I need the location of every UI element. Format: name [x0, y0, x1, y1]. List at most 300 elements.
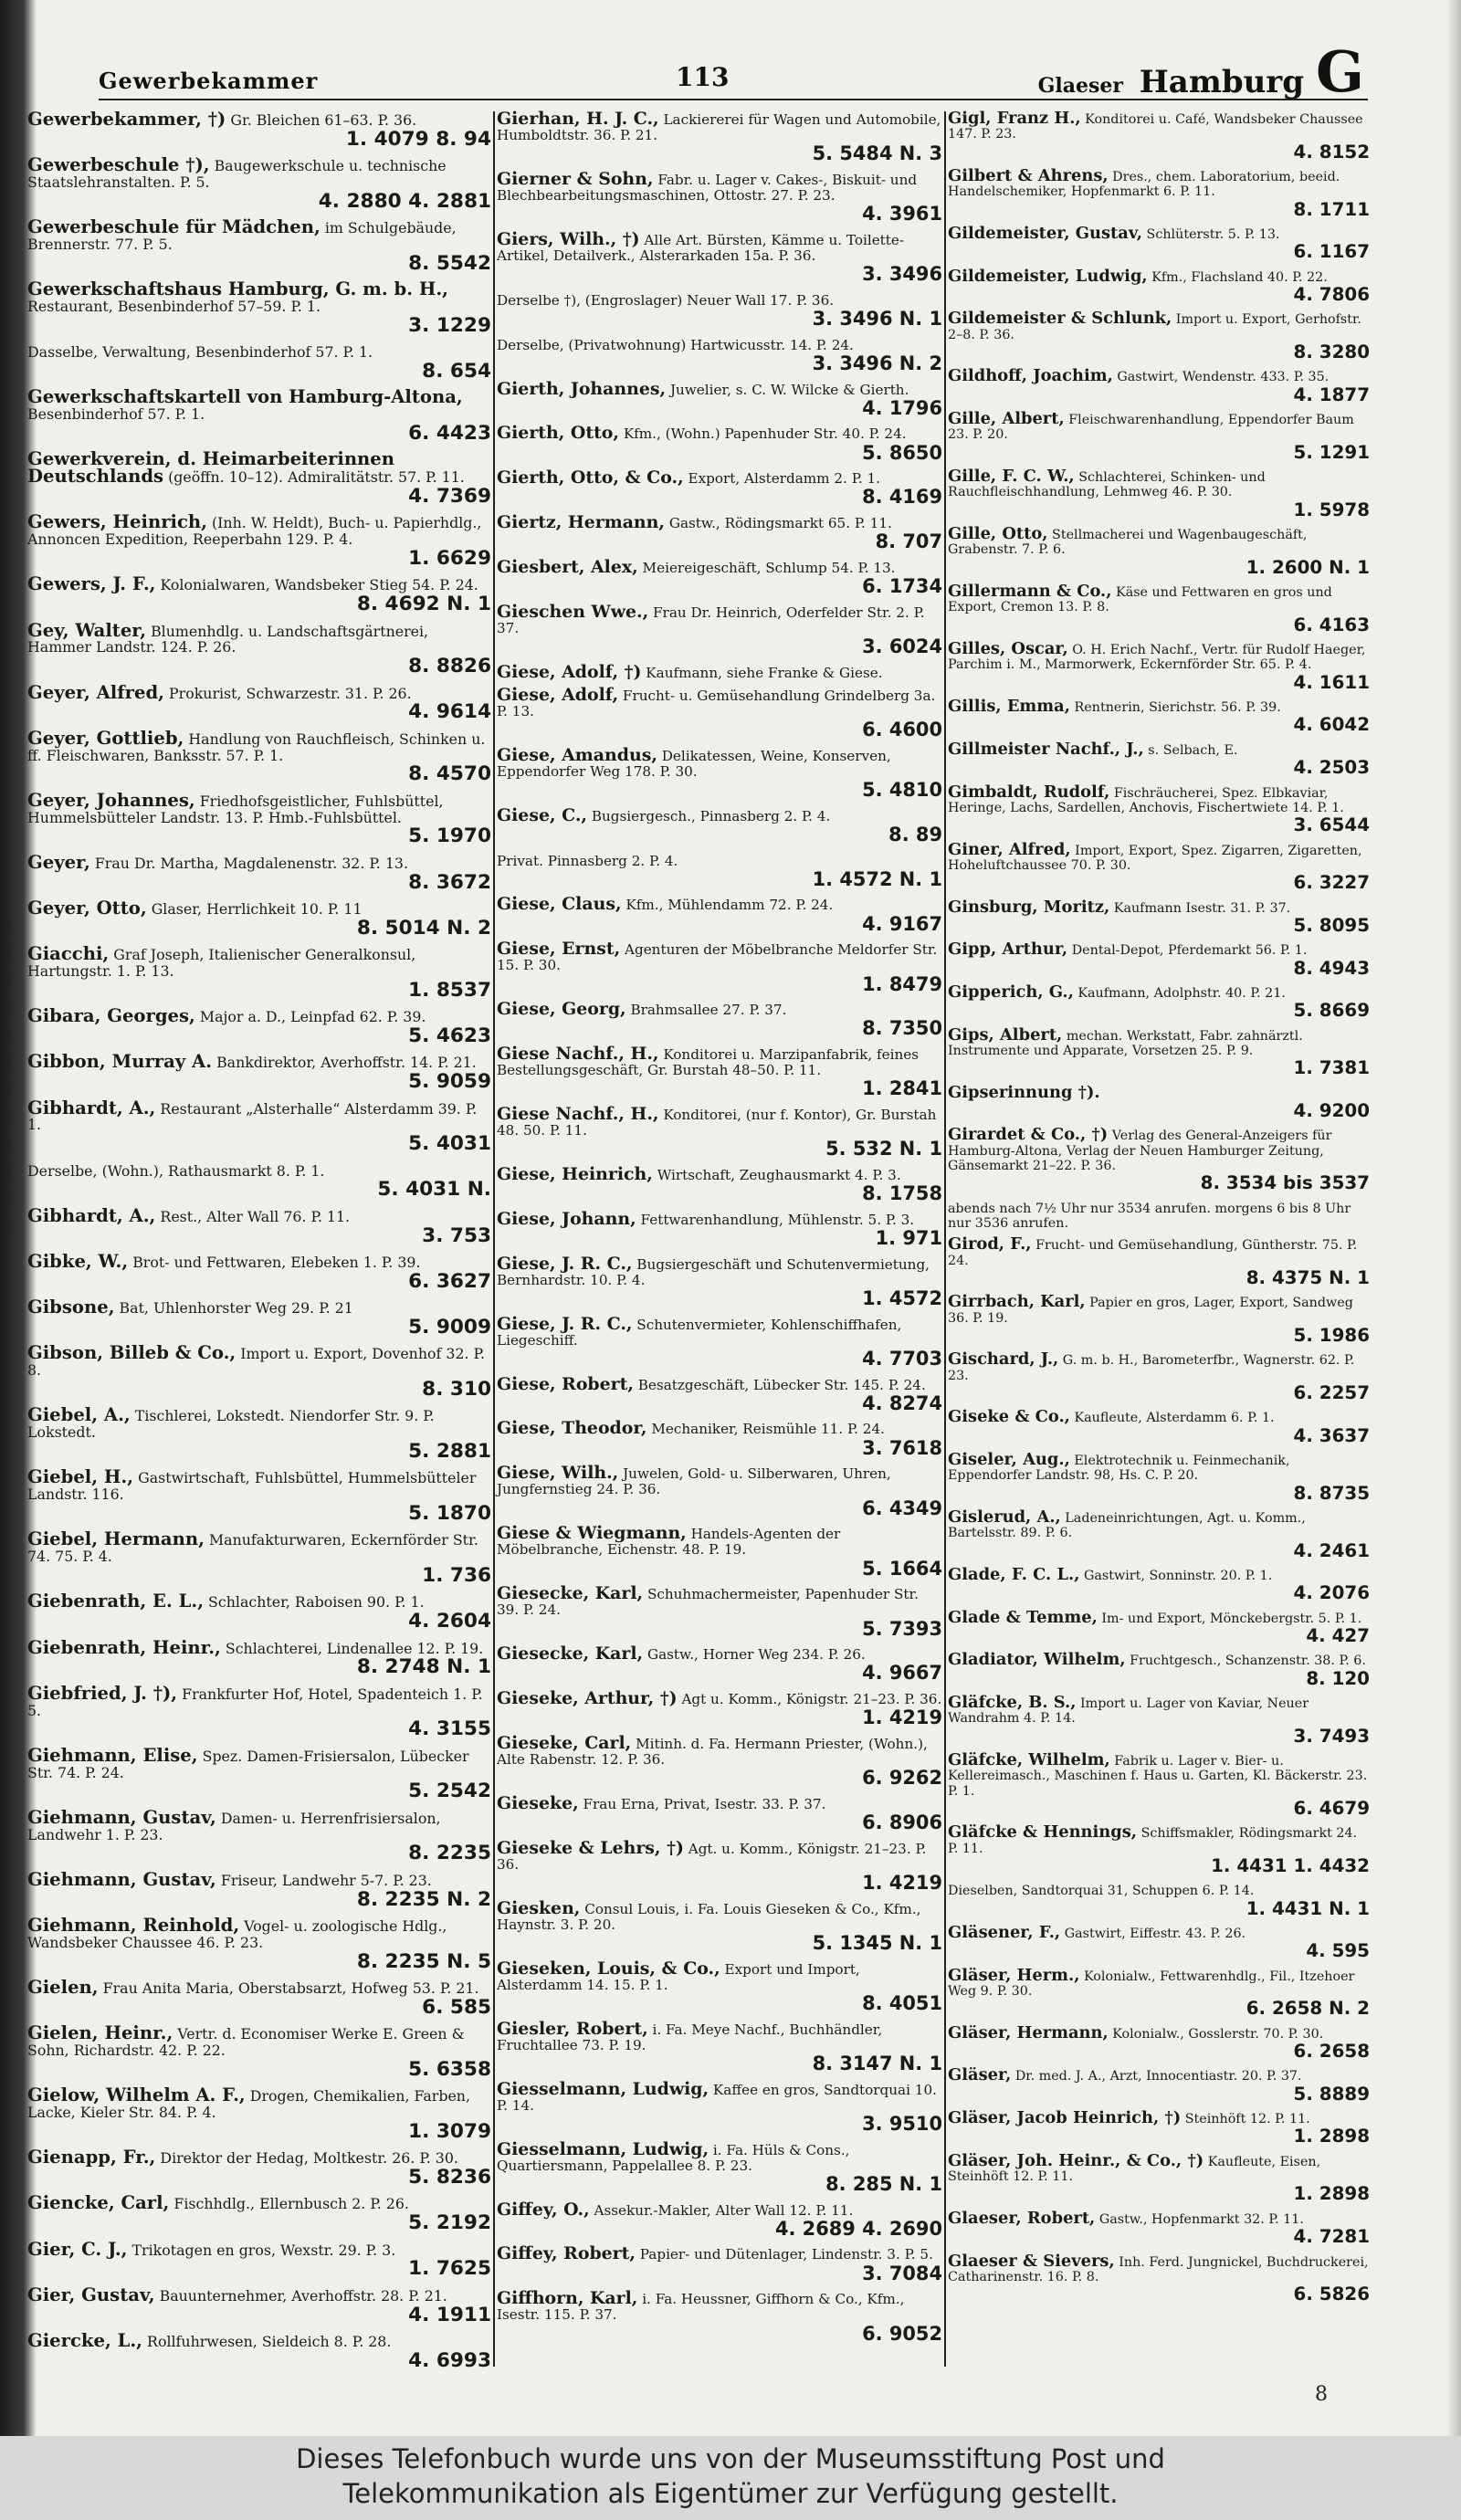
entry-text [497, 1208, 942, 1229]
entry-name: Gieseke, Carl, [497, 1732, 632, 1753]
entry-description: Kfm., Flachsland 40. P. 22. [1151, 269, 1328, 285]
entry-name: Gladiator, Wilhelm, [948, 1650, 1126, 1670]
entry-description: Agenturen der Möbelbranche Meldorfer Str. 15. P. 30. [497, 941, 938, 974]
entry-name: Giese, Robert, [497, 1373, 634, 1394]
entry-phone: 4. 2461 [1293, 1539, 1370, 1561]
entry-name: Girardet & Co., †) [948, 1125, 1109, 1145]
entry-text [497, 229, 942, 265]
directory-entry [27, 1404, 491, 1464]
directory-entry [27, 1097, 491, 1156]
entry-phone: 8. 3147 N. 1 [812, 2052, 942, 2074]
entry-text [497, 1583, 942, 1619]
entry-text [27, 448, 491, 488]
entry-phone: 8. 1711 [1293, 198, 1370, 220]
directory-entry [27, 1204, 491, 1247]
directory-entry [948, 639, 1370, 693]
entry-text [948, 2208, 1370, 2228]
directory-entry [948, 1693, 1370, 1747]
entry-phone: 8. 4943 [1293, 957, 1370, 979]
entry-name: Gewerbekammer, †) [27, 109, 226, 130]
entry-phone: 5. 532 N. 1 [825, 1138, 942, 1160]
entry-description: Rest., Alter Wall 76. P. 11. [160, 1207, 351, 1225]
entry-name: Gillmeister Nachf., J., [948, 739, 1144, 759]
entry-description: Kfm., (Wohn.) Papenhuder Str. 40. P. 24. [623, 425, 907, 443]
entry-text [27, 1466, 491, 1504]
header-left-keyword: Gewerbekammer [99, 68, 319, 94]
entry-name: Giese, Heinrich, [497, 1163, 653, 1184]
entry-name: Gildhoff, Joachim, [948, 366, 1113, 386]
entry-phone: 4. 3155 [408, 1717, 491, 1741]
entry-phone: 5. 1986 [1293, 1324, 1370, 1346]
entry-description: s. Selbach, E. [1148, 742, 1238, 758]
entry-description: Frau Dr. Heinrich, Oderfelder Str. 2. P. 37. [497, 604, 925, 636]
entry-phone: 6. 1167 [1293, 241, 1370, 263]
entry-text [27, 1593, 491, 1611]
directory-entry [497, 2018, 942, 2075]
entry-phone: 4. 6993 [408, 2348, 491, 2372]
directory-entry [948, 1750, 1370, 1819]
entry-description: im Schulgebäude, Brennerstr. 77. P. 5. [27, 219, 457, 253]
entry-phone: 1. 4431 N. 1 [1246, 1897, 1370, 1919]
directory-entry [948, 1292, 1370, 1346]
entry-phone: 3. 7618 [862, 1436, 942, 1459]
entry-description: Frau Erna, Privat, Isestr. 33. P. 37. [583, 1795, 826, 1812]
directory-entry [948, 782, 1370, 836]
entry-name: Gier, C. J., [27, 2238, 128, 2260]
entry-name: Giehmann, Elise, [27, 1744, 198, 1766]
entry-description: Friseur, Landwehr 5-7. P. 23. [220, 1871, 432, 1889]
entry-name: Giehmann, Reinhold, [27, 1915, 240, 1937]
directory-entry [948, 739, 1370, 779]
entry-name: Giese & Wiegmann, [497, 1523, 687, 1544]
entry-name: Gierth, Otto, & Co., [497, 467, 684, 488]
directory-entry [948, 2065, 1370, 2105]
entry-phone: 6. 585 [422, 1995, 491, 2019]
header-letter: G [1316, 38, 1364, 105]
entry-phone: 1. 8479 [862, 972, 942, 995]
entry-phone: 8. 4051 [862, 1991, 942, 2014]
entry-text [948, 1234, 1370, 1268]
entry-phone: 8. 2235 [408, 1842, 491, 1865]
entry-description: Frucht- u. Gemüsehandlung Grindelberg 3a. P. 13. [497, 687, 936, 719]
entry-text [27, 943, 491, 981]
directory-entry [948, 524, 1370, 578]
directory-entry [27, 2084, 491, 2143]
entry-text [948, 2022, 1370, 2042]
directory-entry [948, 942, 1370, 979]
page-number: 113 [676, 62, 730, 92]
entry-description: Gastwirt, Eiffestr. 43. P. 26. [1064, 1927, 1246, 1942]
entry-name: Giebenrath, E. L., [27, 1591, 205, 1612]
directory-entry [497, 804, 942, 846]
entry-name: Gläser, Jacob Heinrich, †) [948, 2108, 1182, 2128]
entry-phone: 5. 4031 [408, 1132, 491, 1156]
entry-text [27, 1806, 491, 1843]
entry-description: Bugsiergesch., Pinnasberg 2. P. 4. [591, 807, 831, 824]
directory-entry [948, 2022, 1370, 2063]
entry-text [27, 1342, 491, 1380]
entry-description: Kolonialwaren, Wandsbeker Stieg 54. P. 24. [160, 576, 478, 594]
entry-text [948, 1407, 1370, 1427]
directory-entry [497, 744, 942, 802]
directory-entry [497, 292, 942, 331]
entry-text [27, 1299, 491, 1317]
entry-phone: 5. 8236 [408, 2166, 491, 2189]
entry-name: Giencke, Carl, [27, 2192, 170, 2214]
entry-phone: 1. 4219 [862, 1706, 942, 1729]
entry-name: Gläser, [948, 2065, 1012, 2085]
entry-name: Gischard, J., [948, 1349, 1059, 1370]
directory-entry [27, 1868, 491, 1911]
entry-name: Gieseke & Lehrs, †) [497, 1837, 684, 1858]
entry-phone: 6. 9052 [862, 2322, 942, 2345]
entry-phone: 5. 6358 [408, 2057, 491, 2081]
directory-entry [497, 684, 942, 741]
entry-text [497, 1418, 942, 1439]
entry-phone: 4. 6042 [1293, 714, 1370, 736]
entry-description: Schlachter, Raboisen 90. P. 1. [208, 1593, 425, 1612]
directory-entry [497, 1373, 942, 1415]
entry-phone: 3. 6024 [862, 635, 942, 657]
entry-description: Fischräucherei, Spez. Elbkaviar, Heringe, Lachs, Sardellen, Anchovis, Fischertwiete 14. P. 1. [948, 785, 1344, 815]
entry-name: Gille, Albert, [948, 409, 1065, 429]
entry-text [27, 1744, 491, 1781]
directory-entry [27, 1162, 491, 1202]
entry-description: Dieselben, Sandtorquai 31, Schuppen 6. P. 14. [948, 1884, 1255, 1899]
entry-description: Glaser, Herrlichkeit 10. P. 11 [151, 900, 363, 919]
entry-phone: 6. 2658 N. 2 [1246, 1998, 1370, 2020]
entry-name: Gewerkschaftshaus Hamburg, G. m. b. H., [27, 278, 448, 300]
entry-text [497, 601, 942, 636]
entry-phone: 6. 4600 [862, 719, 942, 741]
entry-phone: 5. 4623 [408, 1024, 491, 1048]
directory-entry [27, 1051, 491, 1094]
entry-description: Konditorei, (nur f. Kontor), Gr. Burstah 48. 50. P. 11. [497, 1106, 937, 1139]
entry-phone: 4. 595 [1306, 1940, 1370, 1962]
entry-name: Gewerkverein, d. Heimarbeiterinnen Deutschlands [27, 448, 395, 488]
entry-text [27, 343, 491, 361]
entry-name: Giese, C., [497, 804, 587, 825]
entry-description: Besenbinderhof 57. P. 1. [27, 405, 205, 424]
entry-name: Gibson, Billeb & Co., [27, 1342, 236, 1364]
header-right-word: Glaeser [1037, 74, 1124, 98]
entry-phone: 6. 3227 [1293, 872, 1370, 894]
entry-phone: 8. 3534 bis 3537 [1200, 1172, 1370, 1194]
directory-entry [27, 1466, 491, 1526]
entry-phone: 5. 2881 [408, 1440, 491, 1464]
entry-text [497, 1253, 942, 1288]
entry-phone: 4. 7369 [408, 485, 491, 508]
entry-name: Gewers, Heinrich, [27, 511, 207, 533]
entry-text [948, 2251, 1370, 2285]
entry-phone: 1. 4572 N. 1 [812, 867, 942, 890]
entry-text [497, 2018, 942, 2053]
directory-entry [27, 1251, 491, 1293]
entry-description: Steinhöft 12. P. 11. [1184, 2112, 1310, 2127]
entry-description: Fettwarenhandlung, Mühlenstr. 5. P. 3. [640, 1211, 915, 1228]
entry-phone: 5. 4810 [862, 779, 942, 802]
entry-description: Schlachterei, Lindenallee 12. P. 19. [225, 1639, 484, 1657]
entry-phone: 6. 4163 [1293, 614, 1370, 635]
entry-name: Gierhan, H. J. C., [497, 109, 659, 129]
entry-text [27, 1404, 491, 1442]
entry-description: Brot- und Fettwaren, Elebeken 1. P. 39. [132, 1254, 421, 1272]
entry-phone: 6. 9262 [862, 1767, 942, 1790]
entry-name: Giacchi, [27, 943, 110, 965]
entry-description: Besatzgeschäft, Lübecker Str. 145. P. 24. [637, 1376, 926, 1393]
entry-description: Kaufmann, Adolphstr. 40. P. 21. [1077, 985, 1286, 1001]
entry-description: Papier en gros, Lager, Export, Sandweg 36. P. 19. [948, 1296, 1353, 1326]
directory-entry [948, 1201, 1370, 1232]
entry-name: Gille, Otto, [948, 524, 1048, 544]
entry-name: Giese, J. R. C., [497, 1253, 633, 1274]
entry-name: Gillis, Emma, [948, 697, 1070, 717]
entry-name: Gläser, Herm., [948, 1965, 1080, 1985]
entry-text [497, 1043, 942, 1079]
entry-description: Gastw., Hopfenmarkt 32. P. 11. [1098, 2211, 1304, 2227]
entry-description: Blumenhdlg. u. Landschaftsgärtnerei, Hammer Landstr. 124. P. 26. [27, 622, 429, 656]
entry-name: Gläser, Joh. Heinr., & Co., †) [948, 2150, 1204, 2170]
entry-description: Restaurant „Alsterhalle“ Alsterdamm 39. P. 1. [27, 1099, 478, 1134]
entry-phone: 4. 1877 [1293, 383, 1370, 405]
entry-phone: 4. 427 [1306, 1624, 1370, 1646]
entry-name: Giebenrath, Heinr., [27, 1636, 221, 1658]
entry-name: Gieseke, Arthur, †) [497, 1687, 678, 1708]
entry-description: Delikatessen, Weine, Konserven, Eppendorfer Weg 178. P. 30. [497, 747, 891, 780]
entry-text [948, 584, 1370, 615]
entry-name: Giesler, Robert, [497, 2018, 648, 2039]
directory-entry [497, 337, 942, 375]
entry-text [27, 900, 491, 918]
entry-text [948, 2150, 1370, 2185]
entry-text [948, 1024, 1370, 1059]
entry-name: Geyer, Johannes, [27, 789, 195, 811]
entry-description: Prokurist, Schwarzestr. 31. P. 26. [169, 684, 412, 702]
entry-description: Gastw., Rödingsmarkt 65. P. 11. [668, 514, 892, 531]
entry-name: Giese, Georg, [497, 999, 626, 1020]
entry-name: Giseler, Aug., [948, 1449, 1070, 1469]
entry-text [948, 1650, 1370, 1670]
entry-description: Schlüterstr. 5. P. 13. [1146, 227, 1280, 242]
entry-text [497, 2243, 942, 2264]
entry-description: Fischhdlg., Ellernbusch 2. P. 26. [173, 2195, 409, 2213]
entry-name: Gieseke, [497, 1792, 579, 1813]
directory-entry [497, 2243, 942, 2284]
entry-text [497, 1958, 942, 1993]
directory-entry [497, 1687, 942, 1729]
entry-phone: 8. 3280 [1293, 341, 1370, 362]
entry-phone: 8. 4375 N. 1 [1246, 1266, 1370, 1288]
entry-phone: 4. 7281 [1293, 2226, 1370, 2248]
entry-phone: 1. 6629 [408, 547, 491, 570]
entry-text [948, 1693, 1370, 1727]
entry-text [27, 1251, 491, 1273]
entry-name: Gilles, Oscar, [948, 639, 1068, 659]
directory-entry [27, 2192, 491, 2235]
entry-text [27, 1979, 491, 1997]
entry-description: Inh. Ferd. Jungnickel, Buchdruckerei, Catharinenstr. 16. P. 8. [948, 2254, 1369, 2284]
entry-phone: 3. 753 [422, 1223, 491, 1247]
entry-name: Gibhardt, A., [27, 1097, 156, 1118]
entry-text [497, 169, 942, 205]
entry-description: Papier- und Dütenlager, Lindenstr. 3. P. 5. [639, 2246, 933, 2263]
entry-name: Giese, Theodor, [497, 1418, 647, 1439]
entry-description: Elektrotechnik u. Feinmechanik, Eppendorfer Landstr. 98, Hs. C. P. 20. [948, 1453, 1290, 1484]
entry-description: Fruchtgesch., Schanzenstr. 38. P. 6. [1130, 1654, 1366, 1669]
directory-entry [27, 681, 491, 724]
entry-description: Rollfuhrwesen, Sieldeich 8. P. 28. [147, 2333, 392, 2351]
directory-entry [497, 2078, 942, 2136]
entry-description: Handels-Agenten der Möbelbranche, Eichenstr. 48. P. 19. [497, 1526, 841, 1559]
entry-text [948, 942, 1370, 958]
column-3 [948, 111, 1370, 2376]
entry-phone: 6. 2257 [1293, 1381, 1370, 1403]
entry-text [27, 154, 491, 191]
entry-description: Fabr. u. Lager v. Cakes-, Biskuit- und Blechbearbeitungsmaschinen, Ottostr. 27. P. 23. [497, 172, 918, 205]
entry-description: Wirtschaft, Zeughausmarkt 4. P. 3. [657, 1166, 901, 1183]
entry-description: abends nach 7½ Uhr nur 3534 anrufen. morgens 6 bis 8 Uhr nur 3536 anrufen. [948, 1201, 1351, 1231]
entry-description: Fleischwarenhandlung, Eppendorfer Baum 23. P. 20. [948, 413, 1354, 443]
directory-entry [497, 601, 942, 658]
entry-phone: 4. 2880 4. 2881 [318, 189, 491, 213]
footer-number: 8 [1315, 2383, 1328, 2406]
entry-text [27, 2192, 491, 2214]
directory-entry [497, 661, 942, 682]
entry-description: Juwelier, s. C. W. Wilcke & Gierth. [669, 381, 909, 398]
margin-digit: 2 [4, 1029, 12, 1044]
directory-entry [948, 1507, 1370, 1561]
entry-phone: 1. 4219 [862, 1871, 942, 1894]
entry-description: (Inh. W. Heldt), Buch- u. Papierhdlg., Annoncen Expedition, Reeperbahn 129. P. 4. [27, 514, 482, 549]
entry-phone: 5. 2192 [408, 2211, 491, 2235]
entry-name: Gläfcke, B. S., [948, 1693, 1077, 1713]
entry-text [948, 1607, 1370, 1627]
entry-description: Import, Export, Spez. Zigarren, Zigaretten, Hoheluftchaussee 70. P. 30. [948, 843, 1362, 873]
entry-name: Giffey, O., [497, 2199, 590, 2220]
entry-description: Privat. Pinnasberg 2. P. 4. [497, 852, 678, 869]
entry-phone: 5. 1870 [408, 1502, 491, 1526]
directory-entry [497, 999, 942, 1040]
entry-name: Gibara, Georges, [27, 1005, 195, 1027]
column-2 [497, 111, 942, 2376]
entry-phone: 5. 1970 [408, 824, 491, 848]
directory-entry [27, 448, 491, 508]
entry-phone: 8. 285 N. 1 [825, 2172, 942, 2195]
entry-name: Giese, Amandus, [497, 744, 657, 765]
entry-name: Gläser, Hermann, [948, 2022, 1109, 2042]
entry-description: Mechaniker, Reismühle 11. P. 24. [651, 1421, 885, 1438]
entry-text [27, 2238, 491, 2260]
entry-description: Spez. Damen-Frisiersalon, Lübecker Str. 74. P. 24. [27, 1747, 469, 1781]
margin-digit: 5 [4, 919, 12, 934]
entry-description: Agt u. Komm., Königstr. 21–23. P. 36. [681, 1690, 942, 1707]
entry-name: Giesselmann, Ludwig, [497, 2078, 709, 2099]
entry-description: Agt. u. Komm., Königstr. 21–23. P. 36. [497, 1840, 927, 1873]
directory-entry [948, 366, 1370, 405]
entry-name: Gilbert & Ahrens, [948, 166, 1109, 185]
directory-entry [948, 1923, 1370, 1962]
entry-name: Geyer, Alfred, [27, 681, 164, 703]
entry-name: Giffhorn, Karl, [497, 2288, 638, 2309]
entry-text [27, 1204, 491, 1226]
entry-text [497, 378, 942, 399]
directory-entry [948, 982, 1370, 1022]
entry-name: Giese, Adolf, [497, 684, 619, 705]
entry-phone: 5. 2542 [408, 1780, 491, 1803]
entry-description: Frau Anita Maria, Oberstabsarzt, Hofweg 53. P. 21. [102, 1979, 479, 1998]
directory-entry [948, 2150, 1370, 2205]
entry-phone: 3. 3496 N. 2 [812, 352, 942, 374]
directory-entry [948, 1883, 1370, 1919]
margin-digit: 3 [4, 1166, 12, 1181]
entry-text [948, 1965, 1370, 2000]
entry-name: Gipserinnung †). [948, 1082, 1100, 1102]
entry-text [497, 511, 942, 532]
entry-description: Ladeneinrichtungen, Agt. u. Komm., Bartelsstr. 89. P. 6. [948, 1510, 1306, 1541]
entry-text [497, 1523, 942, 1559]
entry-text [497, 1643, 942, 1664]
entry-text [497, 111, 942, 143]
directory-entry [497, 425, 942, 464]
entry-name: Gibbon, Murray A. [27, 1051, 213, 1073]
entry-phone: 6. 2658 [1293, 2041, 1370, 2063]
entry-name: Giertz, Hermann, [497, 511, 665, 532]
entry-description: Bat, Uhlenhorster Weg 29. P. 21 [119, 1299, 353, 1318]
entry-phone: 3. 1229 [408, 313, 491, 337]
entry-description: Kaufleute, Eisen, Steinhöft 12. P. 11. [948, 2154, 1321, 2185]
entry-description: Rentnerin, Sierichstr. 56. P. 39. [1074, 700, 1281, 716]
ownership-banner [0, 2436, 1461, 2520]
entry-description: Dental-Depot, Pferdemarkt 56. P. 1. [1071, 943, 1308, 959]
entry-phone: 4. 7703 [862, 1347, 942, 1370]
directory-entry [948, 2108, 1370, 2147]
entry-phone: 5. 1664 [862, 1557, 942, 1580]
directory-entry [948, 897, 1370, 937]
entry-phone: 8. 1758 [862, 1182, 942, 1205]
entry-name: Giner, Alfred, [948, 839, 1071, 859]
entry-description: Friedhofsgeistlicher, Fuhlsbüttel, Hummelsbütteler Landstr. 13. P. Hmb.-Fuhlsbüttel. [27, 792, 444, 826]
entry-description: Damen- u. Herrenfrisiersalon, Landwehr 1. P. 23. [27, 1809, 441, 1843]
entry-phone: 8. 120 [1306, 1667, 1370, 1689]
page-header [99, 38, 1368, 105]
entry-text [497, 1837, 942, 1873]
entry-description: Kaufmann, siehe Franke & Giese. [646, 664, 883, 681]
entry-description: Import u. Export, Dovenhof 32. P. 8. [27, 1345, 486, 1380]
page-right-edge [1446, 0, 1461, 2436]
entry-description: Kaffee en gros, Sandtorquai 10. P. 14. [497, 2081, 937, 2114]
entry-description: Kolonialw., Gosslerstr. 70. P. 30. [1112, 2026, 1324, 2042]
directory-entry [497, 1253, 942, 1310]
entry-description: Dr. med. J. A., Arzt, Innocentiastr. 20. P. 37. [1014, 2069, 1302, 2084]
entry-description: Schutenvermieter, Kohlenschiffhafen, Liegeschiff. [497, 1316, 902, 1349]
entry-phone: 8. 2235 N. 2 [356, 1887, 491, 1911]
entry-text [497, 467, 942, 488]
margin-digit: 1 [4, 1084, 12, 1098]
entry-description: Vertr. d. Economiser Werke E. Green & Sohn, Richardstr. 42. P. 22. [27, 2025, 465, 2060]
entry-text [948, 699, 1370, 715]
entry-description: Kaufleute, Alsterdamm 6. P. 1. [1074, 1411, 1275, 1426]
directory-entry [497, 1583, 942, 1640]
entry-description: i. Fa. Meye Nachf., Buchhändler, Fruchtallee 73. P. 19. [497, 2021, 883, 2053]
directory-entry [27, 2284, 491, 2326]
entry-name: Gibke, W., [27, 1251, 129, 1273]
entry-name: Glaeser, Robert, [948, 2208, 1096, 2228]
directory-entry [27, 511, 491, 570]
entry-name: Giehmann, Gustav, [27, 1806, 216, 1828]
entry-text [948, 1349, 1370, 1383]
entry-description: Dasselbe, Verwaltung, Besenbinderhof 57. P. 1. [27, 343, 373, 362]
margin-digit: 6 [4, 1139, 12, 1153]
